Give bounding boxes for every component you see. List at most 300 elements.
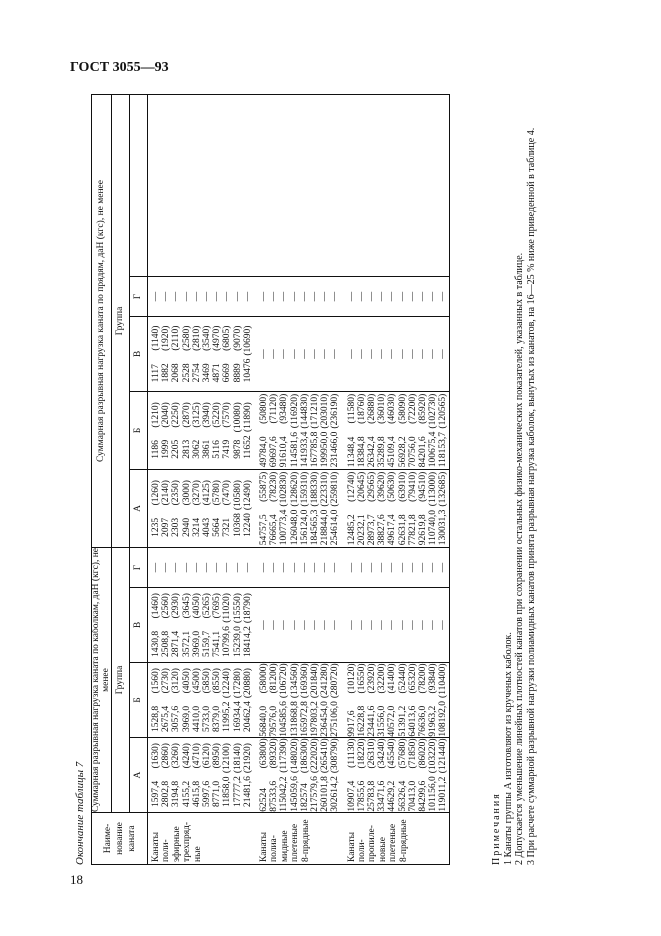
value-kgf: (103220) bbox=[428, 738, 439, 774]
value-dan: 62631,8 bbox=[397, 514, 408, 546]
value-kgf: (18140) bbox=[232, 743, 243, 774]
value-dan: 76636,0 bbox=[418, 705, 429, 737]
value-kgf: (132685) bbox=[438, 471, 449, 507]
dash-cell: — bbox=[222, 562, 233, 573]
dash-cell: — bbox=[346, 291, 357, 302]
value-kgf: (57680) bbox=[397, 738, 408, 769]
notes-block bbox=[491, 95, 537, 865]
value-kgf: (15550) bbox=[232, 593, 243, 624]
value-dan: 5664 bbox=[212, 517, 223, 537]
dash-cell: — bbox=[151, 562, 161, 573]
col-name-line: нование bbox=[114, 822, 125, 855]
cable-group-label: Группа bbox=[112, 547, 130, 812]
value-dan: 131868,8 bbox=[289, 701, 300, 737]
value-kgf: (1210) bbox=[151, 402, 161, 428]
dash-cell: — bbox=[310, 291, 321, 302]
value-kgf: (4125) bbox=[202, 480, 213, 506]
dash-cell: — bbox=[438, 291, 449, 302]
dash-cell: — bbox=[418, 291, 429, 302]
value-dan: 165972,8 bbox=[299, 701, 310, 737]
dash-cell: — bbox=[279, 562, 290, 573]
value-kgf: (169360) bbox=[299, 663, 310, 699]
value-kgf: (4710) bbox=[191, 743, 202, 769]
value-dan: 1430,8 bbox=[151, 630, 161, 657]
value-dan: 40572,0 bbox=[387, 705, 398, 737]
value-dan: 49784,0 bbox=[259, 436, 270, 468]
dash-cell: — bbox=[212, 562, 223, 573]
value-kgf: (81200) bbox=[269, 663, 280, 694]
value-kgf: (4050) bbox=[181, 668, 192, 694]
value-dan: 23441,6 bbox=[367, 705, 378, 737]
value-kgf: (21920) bbox=[242, 743, 253, 774]
rotated-table-area bbox=[71, 95, 547, 865]
value-kgf: (78230) bbox=[269, 471, 280, 502]
dash-cell: — bbox=[407, 349, 418, 359]
value-dan: 3062 bbox=[191, 439, 202, 459]
value-kgf: (89320) bbox=[269, 738, 280, 769]
value-dan: 199950,0 bbox=[320, 431, 331, 468]
dash-cell: — bbox=[191, 291, 202, 302]
value-kgf: (113000) bbox=[428, 471, 439, 507]
value-dan: 167785,8 bbox=[310, 431, 321, 468]
value-dan: 10368 bbox=[232, 513, 243, 537]
row-name-line: 8-прядные bbox=[300, 819, 311, 862]
breaking-load-table bbox=[91, 94, 450, 865]
value-dan: 8771,0 bbox=[212, 780, 223, 807]
value-dan: 3572,1 bbox=[181, 630, 192, 657]
value-dan: 1999 bbox=[161, 439, 172, 459]
dash-cell: — bbox=[279, 291, 290, 302]
value-dan: 145059,6 bbox=[289, 776, 300, 812]
value-kgf: (94510) bbox=[418, 471, 429, 502]
value-dan: 115042,2 bbox=[279, 776, 290, 812]
value-kgf: (4050) bbox=[191, 593, 202, 619]
value-kgf: (86020) bbox=[418, 738, 429, 769]
value-kgf: (29565) bbox=[367, 471, 378, 502]
dash-cell: — bbox=[428, 291, 439, 302]
value-dan: 4410,0 bbox=[191, 705, 202, 732]
value-dan: 4155,2 bbox=[181, 780, 192, 807]
value-dan: 7541,1 bbox=[212, 630, 223, 657]
value-kgf: (34240) bbox=[377, 738, 388, 769]
value-dan: 21481,6 bbox=[242, 776, 253, 807]
value-kgf: (71120) bbox=[269, 393, 280, 424]
value-kgf: (2560) bbox=[161, 593, 172, 619]
value-dan: 119011,2 bbox=[438, 776, 449, 812]
dash-cell: — bbox=[377, 620, 388, 630]
strand-group-label: Группа bbox=[112, 94, 130, 547]
value-kgf: (222020) bbox=[310, 738, 321, 774]
value-dan: 100675,4 bbox=[428, 431, 439, 468]
row-name-line: 8-прядные bbox=[398, 819, 409, 862]
dash-cell: — bbox=[367, 620, 378, 630]
strand-grade-a-cell bbox=[148, 469, 254, 547]
dash-cell: — bbox=[259, 562, 270, 573]
value-dan: 1186 bbox=[151, 440, 161, 459]
dash-cell: — bbox=[418, 349, 429, 359]
dash-cell: — bbox=[387, 349, 398, 359]
value-dan: 70413,0 bbox=[407, 780, 418, 812]
value-dan: 18384,8 bbox=[356, 436, 367, 468]
extra-cell bbox=[253, 94, 341, 276]
dash-cell: — bbox=[407, 562, 418, 573]
value-dan: 197803,2 bbox=[310, 701, 321, 737]
value-dan: 11348,4 bbox=[346, 436, 357, 468]
value-dan: 56928,2 bbox=[397, 436, 408, 468]
dash-cell: — bbox=[320, 349, 331, 359]
row-name-cell bbox=[341, 813, 450, 865]
dash-cell: — bbox=[397, 620, 408, 630]
dash-cell: — bbox=[387, 562, 398, 573]
value-kgf: (148020) bbox=[289, 738, 300, 774]
value-dan: 7419 bbox=[222, 439, 233, 459]
value-kgf: (12490) bbox=[242, 480, 253, 511]
value-dan: 15239,0 bbox=[232, 626, 243, 657]
value-dan: 12485,2 bbox=[346, 514, 357, 546]
value-kgf: (1630) bbox=[151, 743, 161, 769]
note-item: 3 При расчете суммарной разрывной нагрузки полиамидных канатов принята разрывная нагрузка каболок, вынутых из канатов, на 16—25 % ниже приведенной в таблице 4. bbox=[525, 127, 537, 865]
value-kgf: (280720) bbox=[330, 663, 341, 699]
value-kgf: (12100) bbox=[222, 743, 233, 774]
value-dan: 118153,7 bbox=[438, 431, 449, 468]
dash-cell: — bbox=[397, 562, 408, 573]
value-kgf: (259810) bbox=[330, 471, 341, 507]
value-dan: 11652 bbox=[242, 435, 253, 459]
row-name-line: полиа- bbox=[269, 835, 280, 862]
dash-cell: — bbox=[387, 620, 398, 630]
value-dan: 5997,6 bbox=[202, 780, 213, 807]
dash-cell: — bbox=[310, 562, 321, 573]
value-kgf: (85920) bbox=[418, 393, 429, 424]
value-dan: 31556,0 bbox=[377, 705, 388, 737]
value-kgf: (93840) bbox=[428, 663, 439, 694]
value-dan: 7321 bbox=[222, 517, 233, 537]
cable-group-header: Суммарная разрывная нагрузка каната по каболкам, даН (кгс), не менее bbox=[91, 547, 111, 812]
grade-b-header: Б bbox=[130, 391, 148, 469]
value-dan: 101156,0 bbox=[428, 776, 439, 812]
table-row bbox=[148, 94, 254, 864]
value-dan: 91963,2 bbox=[428, 705, 439, 737]
value-kgf: (102830) bbox=[279, 471, 290, 507]
dash-cell: — bbox=[310, 620, 321, 630]
value-kgf: (159310) bbox=[299, 471, 310, 507]
dash-cell: — bbox=[320, 620, 331, 630]
dash-cell: — bbox=[330, 562, 341, 573]
value-kgf: (3120) bbox=[171, 668, 182, 694]
dash-cell: — bbox=[377, 291, 388, 302]
strand-grade-b-cell bbox=[341, 391, 450, 469]
value-kgf: (3645) bbox=[181, 593, 192, 619]
value-dan: 25783,8 bbox=[367, 780, 378, 812]
row-name-line: пропиле- bbox=[367, 825, 378, 862]
strand-grade-v-cell bbox=[341, 316, 450, 391]
value-kgf: (6120) bbox=[202, 743, 213, 769]
value-dan: 182574 bbox=[299, 783, 310, 812]
grade-g-header: Г bbox=[130, 276, 148, 316]
value-kgf: (8550) bbox=[212, 668, 223, 694]
strand-grade-g-cell bbox=[148, 276, 254, 316]
value-dan: 2068 bbox=[171, 363, 182, 383]
value-dan: 17855,6 bbox=[356, 780, 367, 812]
table-row bbox=[341, 94, 450, 864]
value-dan: 217579,6 bbox=[310, 776, 321, 812]
strand-grade-v-cell bbox=[148, 316, 254, 391]
value-kgf: (3260) bbox=[171, 743, 182, 769]
strand-grade-g-cell bbox=[253, 276, 341, 316]
value-dan: 2813 bbox=[181, 439, 192, 459]
dash-cell: — bbox=[161, 291, 172, 302]
dash-cell: — bbox=[191, 562, 202, 573]
value-kgf: (4500) bbox=[191, 668, 202, 694]
value-kgf: (4970) bbox=[212, 325, 223, 351]
value-kgf: (1140) bbox=[151, 325, 161, 351]
dash-cell: — bbox=[320, 291, 331, 302]
cable-grade-a-cell bbox=[253, 738, 341, 813]
value-dan: 28973,7 bbox=[367, 514, 378, 546]
strand-grade-a-cell bbox=[253, 469, 341, 547]
value-kgf: (2860) bbox=[161, 743, 172, 769]
col-name-line: каната bbox=[126, 825, 137, 852]
cable-grade-g-cell bbox=[253, 547, 341, 587]
value-kgf: (36010) bbox=[377, 393, 388, 424]
value-kgf: (3125) bbox=[191, 402, 202, 428]
value-kgf: (16550) bbox=[356, 663, 367, 694]
value-kgf: (45540) bbox=[387, 738, 398, 769]
value-dan: 231466,0 bbox=[330, 431, 341, 468]
dash-cell: — bbox=[356, 562, 367, 573]
value-dan: 16934,4 bbox=[232, 701, 243, 732]
notes-heading: Примечания bbox=[491, 792, 502, 865]
dash-cell: — bbox=[377, 349, 388, 359]
dash-cell: — bbox=[259, 349, 270, 359]
value-dan: 5159,7 bbox=[202, 630, 213, 657]
note-item: 2 Допускается уменьшение линейных плотностей канатов при сохранении остальных физико-механических показателей, указанных в таблице. bbox=[514, 252, 525, 865]
value-dan: 9878 bbox=[232, 439, 243, 459]
value-kgf: (50630) bbox=[387, 471, 398, 502]
value-kgf: (2350) bbox=[171, 480, 182, 506]
value-kgf: (58090) bbox=[397, 393, 408, 424]
value-dan: 8889 bbox=[232, 363, 243, 383]
value-dan: 275106,0 bbox=[330, 701, 341, 737]
row-name-line: поли- bbox=[161, 839, 172, 862]
dash-cell: — bbox=[330, 349, 341, 359]
value-dan: 54757,5 bbox=[259, 514, 270, 546]
dash-cell: — bbox=[356, 620, 367, 630]
value-kgf: (308790) bbox=[330, 738, 341, 774]
dash-cell: — bbox=[407, 620, 418, 630]
row-name-line: плетеные bbox=[388, 823, 399, 862]
dash-cell: — bbox=[367, 291, 378, 302]
strand-group-header: Суммарная разрывная нагрузка каната по прядям, даН (кгс), не менее bbox=[92, 94, 112, 547]
value-kgf: (2730) bbox=[161, 668, 172, 694]
value-kgf: (4240) bbox=[181, 743, 192, 769]
grade-a-header: А bbox=[130, 738, 148, 813]
dash-cell: — bbox=[181, 562, 192, 573]
cable-grade-v-cell bbox=[253, 588, 341, 663]
col-name-header bbox=[92, 813, 148, 865]
dash-cell: — bbox=[438, 562, 449, 573]
dash-cell: — bbox=[232, 562, 243, 573]
value-kgf: (1260) bbox=[151, 480, 161, 506]
dash-cell: — bbox=[310, 349, 321, 359]
value-dan: 302614,2 bbox=[330, 776, 341, 812]
value-dan: 4615,8 bbox=[191, 780, 202, 807]
value-dan: 10799,6 bbox=[222, 626, 233, 657]
value-kgf: (63800) bbox=[259, 738, 270, 769]
dash-cell: — bbox=[320, 562, 331, 573]
value-dan: 49617,4 bbox=[387, 514, 398, 546]
value-dan: 2675,4 bbox=[161, 705, 172, 732]
value-kgf: (20880) bbox=[242, 668, 253, 699]
value-dan: 2097 bbox=[161, 517, 172, 537]
value-dan: 1528,8 bbox=[151, 705, 161, 732]
value-dan: 3194,8 bbox=[171, 780, 182, 807]
value-kgf: (39620) bbox=[377, 471, 388, 502]
value-dan: 100773,4 bbox=[279, 509, 290, 546]
dash-cell: — bbox=[212, 291, 223, 302]
dash-cell: — bbox=[181, 291, 192, 302]
value-kgf: (10080) bbox=[232, 402, 243, 433]
row-name-line: трехпряд- bbox=[182, 821, 193, 862]
value-dan: 2871,4 bbox=[171, 630, 182, 657]
value-kgf: (120565) bbox=[438, 393, 449, 429]
value-dan: 79576,0 bbox=[269, 705, 280, 737]
value-dan: 1235 bbox=[151, 517, 161, 537]
value-kgf: (134560) bbox=[289, 663, 300, 699]
value-kgf: (106720) bbox=[279, 663, 290, 699]
strand-grade-b-cell bbox=[148, 391, 254, 469]
extra-cell bbox=[148, 94, 254, 276]
value-kgf: (1920) bbox=[161, 325, 172, 351]
value-kgf: (2930) bbox=[171, 593, 182, 619]
value-kgf: (236190) bbox=[330, 393, 341, 429]
dash-cell: — bbox=[259, 620, 270, 630]
row-name-line: плетеные bbox=[290, 823, 301, 862]
value-dan: 56326,4 bbox=[397, 780, 408, 812]
value-dan: 4043 bbox=[202, 517, 213, 537]
dash-cell: — bbox=[279, 620, 290, 630]
value-dan: 84299,6 bbox=[418, 780, 429, 812]
value-dan: 38827,6 bbox=[377, 514, 388, 546]
value-kgf: (58000) bbox=[259, 663, 270, 694]
value-dan: 3214 bbox=[191, 517, 202, 537]
grade-a-header: А bbox=[130, 469, 148, 547]
dash-cell: — bbox=[289, 620, 300, 630]
value-kgf: (5265) bbox=[202, 593, 213, 619]
value-dan: 76665,4 bbox=[269, 514, 280, 546]
value-kgf: (1460) bbox=[151, 593, 161, 619]
grade-v-header: В bbox=[130, 588, 148, 663]
dash-cell: — bbox=[232, 291, 243, 302]
value-dan: 33471,6 bbox=[377, 780, 388, 812]
value-dan: 126048,0 bbox=[289, 509, 300, 546]
value-kgf: (79410) bbox=[407, 471, 418, 502]
dash-cell: — bbox=[299, 562, 310, 573]
value-kgf: (46030) bbox=[387, 393, 398, 424]
value-kgf: (7470) bbox=[222, 480, 233, 506]
value-kgf: (116920) bbox=[289, 393, 300, 429]
grade-v-header: В bbox=[130, 316, 148, 391]
value-kgf: (12240) bbox=[222, 668, 233, 699]
value-dan: 5733,0 bbox=[202, 705, 213, 732]
value-dan: 2508,8 bbox=[161, 630, 172, 657]
value-dan: 1597,4 bbox=[151, 780, 161, 807]
dash-cell: — bbox=[377, 562, 388, 573]
value-dan: 114581,6 bbox=[289, 431, 300, 468]
value-dan: 26342,4 bbox=[367, 436, 378, 468]
dash-cell: — bbox=[269, 562, 280, 573]
value-kgf: (10120) bbox=[346, 663, 357, 694]
grade-b-header: Б bbox=[130, 663, 148, 738]
value-kgf: (11890) bbox=[242, 402, 253, 432]
strand-grade-v-cell bbox=[253, 316, 341, 391]
standard-title: ГОСТ 3055—93 bbox=[70, 60, 169, 75]
value-kgf: (144830) bbox=[299, 393, 310, 429]
value-kgf: (12740) bbox=[346, 471, 357, 502]
value-kgf: (11580) bbox=[346, 393, 357, 424]
cable-grade-v-cell bbox=[148, 588, 254, 663]
value-kgf: (11020) bbox=[222, 593, 233, 623]
value-dan: 110740,0 bbox=[428, 509, 439, 546]
value-kgf: (50800) bbox=[259, 393, 270, 424]
row-name-line: Канаты bbox=[259, 831, 270, 862]
strand-grade-g-cell bbox=[341, 276, 450, 316]
value-kgf: (5220) bbox=[212, 402, 223, 428]
dash-cell: — bbox=[289, 562, 300, 573]
grade-g-header: Г bbox=[130, 547, 148, 587]
value-kgf: (18220) bbox=[356, 738, 367, 769]
value-kgf: (201840) bbox=[310, 663, 321, 699]
value-dan: 156124,0 bbox=[299, 509, 310, 546]
value-kgf: (78200) bbox=[418, 663, 429, 694]
dash-cell: — bbox=[289, 349, 300, 359]
value-kgf: (17280) bbox=[232, 668, 243, 699]
value-dan: 45109,4 bbox=[387, 436, 398, 468]
value-kgf: (2040) bbox=[161, 402, 172, 428]
value-dan: 2528 bbox=[181, 363, 192, 383]
value-kgf: (41400) bbox=[387, 663, 398, 694]
cable-grade-b-cell bbox=[253, 663, 341, 738]
value-kgf: (7695) bbox=[212, 593, 223, 619]
dash-cell: — bbox=[161, 562, 172, 573]
dash-cell: — bbox=[202, 291, 213, 302]
value-dan: 3969,0 bbox=[181, 705, 192, 732]
value-dan: 2754 bbox=[191, 363, 202, 383]
value-kgf: (265410) bbox=[320, 738, 331, 774]
value-dan: 3057,6 bbox=[171, 705, 182, 732]
value-kgf: (3270) bbox=[191, 480, 202, 506]
dash-cell: — bbox=[299, 620, 310, 630]
value-dan: 77821,8 bbox=[407, 514, 418, 546]
dash-cell: — bbox=[269, 620, 280, 630]
value-kgf: (5780) bbox=[212, 480, 223, 506]
value-dan: 260101,8 bbox=[320, 776, 331, 812]
value-dan: 5116 bbox=[212, 440, 223, 459]
value-kgf: (8950) bbox=[212, 743, 223, 769]
value-kgf: (2140) bbox=[161, 480, 172, 506]
value-dan: 35289,8 bbox=[377, 436, 388, 468]
value-dan: 56840,0 bbox=[259, 705, 270, 737]
value-dan: 130031,3 bbox=[438, 509, 449, 546]
value-kgf: (55875) bbox=[259, 471, 270, 502]
value-kgf: (26880) bbox=[367, 393, 378, 424]
dash-cell: — bbox=[269, 349, 280, 359]
dash-cell: — bbox=[242, 291, 253, 302]
value-kgf: (241280) bbox=[320, 663, 331, 699]
value-kgf: (9070) bbox=[232, 325, 243, 351]
value-kgf: (65320) bbox=[407, 663, 418, 694]
value-dan: 69697,6 bbox=[269, 436, 280, 468]
